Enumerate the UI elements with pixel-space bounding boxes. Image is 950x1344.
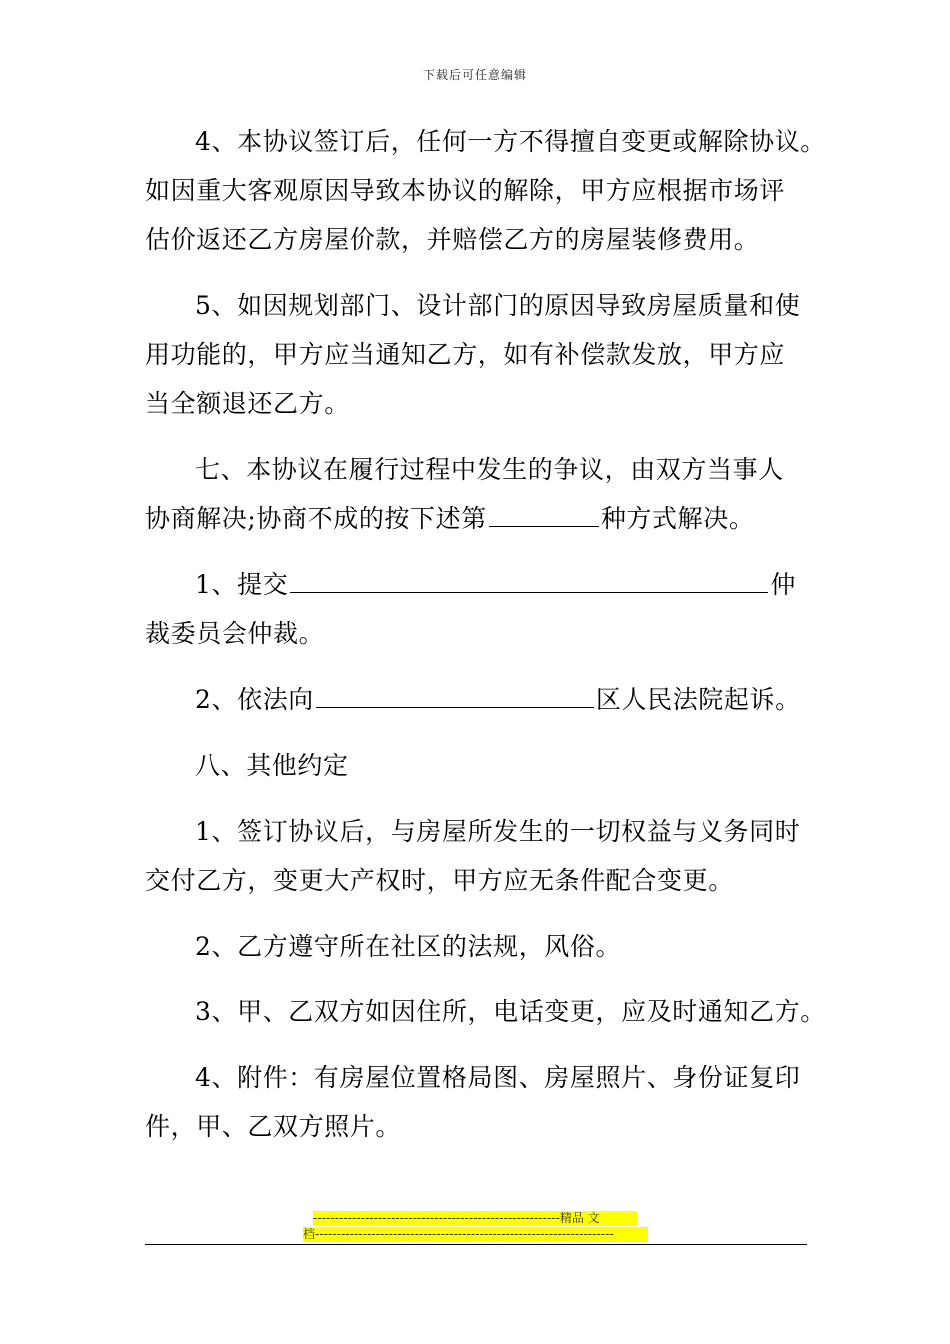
fill-in-blank bbox=[316, 685, 594, 708]
paragraph-line: 件，甲、乙双方照片。 bbox=[145, 1112, 402, 1141]
paragraph-line: 4、附件：有房屋位置格局图、房屋照片、身份证复印 bbox=[195, 1063, 801, 1092]
footer-divider bbox=[145, 1244, 807, 1245]
clause-text: 区人民法院起诉。 bbox=[595, 685, 801, 714]
fill-in-blank bbox=[489, 504, 599, 527]
paragraph-line: 2、乙方遵守所在社区的法规，风俗。 bbox=[195, 932, 622, 961]
clause-text: 仲 bbox=[770, 570, 796, 599]
clause-text: 种方式解决。 bbox=[600, 504, 755, 533]
paragraph-line: 七、本协议在履行过程中发生的争议，由双方当事人 bbox=[195, 455, 784, 484]
paragraph-line: 如因重大客观原因导致本协议的解除，甲方应根据市场评 bbox=[145, 176, 786, 205]
section-heading: 八、其他约定 bbox=[195, 751, 349, 780]
clause-text: 2、依法向 bbox=[195, 685, 314, 714]
paragraph-line bbox=[145, 503, 754, 535]
footer-highlight-line: ---------------------------------------------------------精品 文 bbox=[313, 1211, 637, 1226]
paragraph-line bbox=[195, 684, 801, 716]
paragraph-line: 估价返还乙方房屋价款，并赔偿乙方的房屋装修费用。 bbox=[145, 225, 760, 254]
paragraph-line: 裁委员会仲裁。 bbox=[145, 619, 325, 648]
paragraph-line: 交付乙方，变更大产权时，甲方应无条件配合变更。 bbox=[145, 866, 734, 895]
paragraph-line: 5、如因规划部门、设计部门的原因导致房屋质量和使 bbox=[195, 291, 801, 320]
fill-in-blank bbox=[290, 570, 768, 593]
paragraph-line: 3、甲、乙双方如因住所，电话变更，应及时通知乙方。 bbox=[195, 997, 826, 1026]
paragraph-line: 当全额退还乙方。 bbox=[145, 389, 350, 418]
paragraph-line: 用功能的，甲方应当通知乙方，如有补偿款发放，甲方应 bbox=[145, 340, 786, 369]
clause-text: 1、提交 bbox=[195, 570, 289, 599]
clause-text: 协商解决;协商不成的按下述第 bbox=[145, 504, 487, 533]
paragraph-line: 4、本协议签订后，任何一方不得擅自变更或解除协议。 bbox=[195, 127, 826, 156]
footer-highlight-line: 档--------------------------------------------------------------------- bbox=[303, 1227, 648, 1242]
paragraph-line bbox=[195, 569, 796, 601]
header-note: 下载后可任意编辑 bbox=[422, 68, 527, 82]
paragraph-line: 1、签订协议后，与房屋所发生的一切权益与义务同时 bbox=[195, 817, 801, 846]
